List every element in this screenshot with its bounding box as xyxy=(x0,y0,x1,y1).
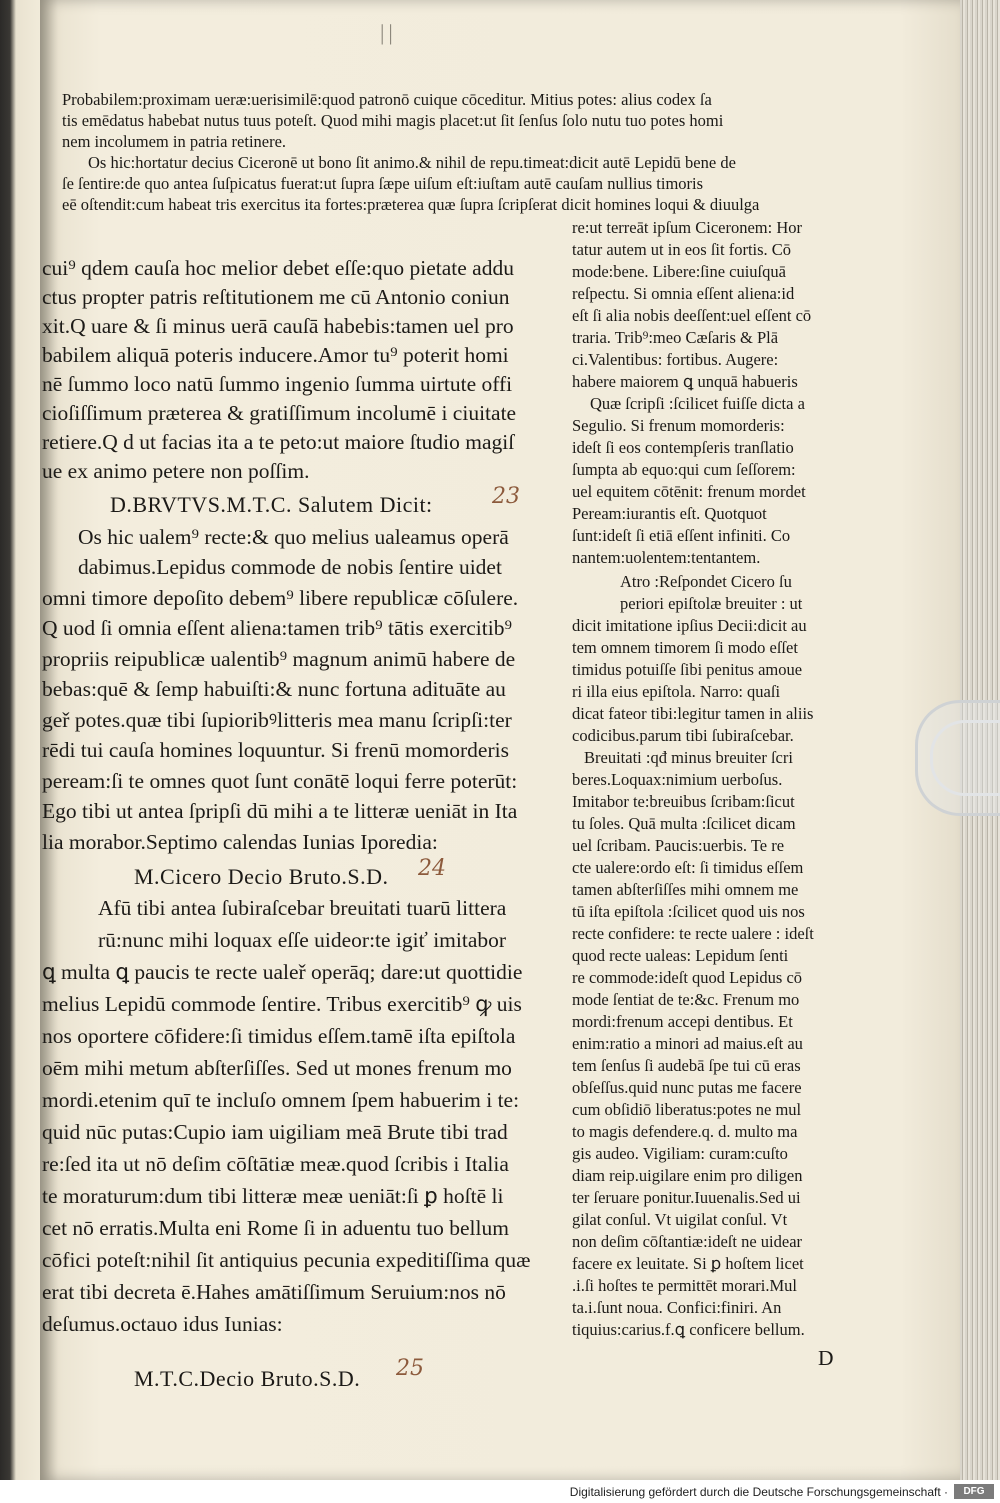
letter-heading: M.Cicero Decio Bruto.S.D. xyxy=(134,864,389,889)
commentary-side-line: codicibus.parum tibi ſubiraſcebar. xyxy=(572,726,794,745)
commentary-side-line: nantem:uolentem:tentantem. xyxy=(572,548,761,567)
commentary-side-line: non deſim cōſtantiæ:ideſt ne uidear xyxy=(572,1232,803,1251)
commentary-side-line: habere maiorem ꝗ unquā habueris xyxy=(572,372,798,391)
main-text-line: deſumus.octauo idus Iunias: xyxy=(42,1312,283,1336)
main-text-line: omni timore depoſito debem⁹ libere republicæ cōſulere. xyxy=(42,586,519,610)
commentary-side-line: gilat conſul. Vt uigilat conſul. Vt xyxy=(572,1210,788,1229)
commentary-side-line: mordi:frenum accepi dentibus. Et xyxy=(572,1012,793,1031)
commentary-side-line: dicat fateor tibi:legitur tamen in aliis xyxy=(572,704,814,723)
main-text-line: Q uod ſi omnia eſſent aliena:tamen trib⁹ tātis exercitib⁹ xyxy=(42,616,512,640)
main-text-line: rēdi tui cauſa homines loquuntur. Si frenū momorderis xyxy=(42,738,509,762)
commentary-side-line: tatur autem ut in eos ſit fortis. Cō xyxy=(572,240,792,259)
commentary-side-line: beres.Loquax:nimium uerboſus. xyxy=(572,770,783,789)
main-text-line: Ego tibi ut antea ſpripſi dū mihi a te litteræ ueniāt in Ita xyxy=(42,799,518,823)
signature-mark: D xyxy=(818,1346,834,1370)
main-text-line: oēm mihi metum abſterſiſſes. Sed ut mones frenum mo xyxy=(42,1056,512,1080)
commentary-side-line: obſeſſus.quid nunc putas me facere xyxy=(572,1078,802,1097)
main-text-line: cet nō erratis.Multa eni Rome ſi in aduentu tuo bellum xyxy=(42,1216,509,1240)
main-text-line: Afū tibi antea ſubiraſcebar breuitati tuarū littera xyxy=(98,896,507,920)
commentary-side-line: ter ſeruare ponitur.Iuuenalis.Sed ui xyxy=(572,1188,801,1207)
commentary-top-line: Os hic:hortatur decius Ciceronē ut bono ſit animo.& nihil de repu.timeat:dicit autē Lepidū bene de xyxy=(88,153,736,172)
commentary-side-line: traria. Trib⁹:meo Cæſaris & Plā xyxy=(572,328,779,347)
main-text-line: cui⁹ qdem cauſa hoc melior debet eſſe:quo pietate addu xyxy=(42,256,514,280)
commentary-side-line: Quæ ſcripſi :ſcilicet fuiſſe dicta a xyxy=(590,394,805,413)
commentary-side-line: facere ex leuitate. Si ꝑ hoſtem licet xyxy=(572,1254,804,1273)
main-text-line: re:ſed ita ut nō deſim cōſtātiæ meæ.quod ſcribis i Italia xyxy=(42,1152,509,1176)
commentary-side-line: Peream:iurantis eſt. Quotquot xyxy=(572,504,767,523)
main-text-line: Os hic ualem⁹ recte:& quo melius ualeamus operā xyxy=(78,525,509,549)
commentary-side-line: re:ut terreāt ipſum Ciceronem: Hor xyxy=(572,218,803,237)
commentary-side-line: mode ſentiat de te:&c. Frenum mo xyxy=(572,990,800,1009)
main-text-line: nē ſummo loco natū ſummo ingenio ſumma uirtute offi xyxy=(42,372,513,396)
handwritten-number: 24 xyxy=(418,856,446,881)
commentary-side-line: tem omnem timorem ſi modo eſſet xyxy=(572,638,798,657)
main-text-line: dabimus.Lepidus commode de nobis ſentire uidet xyxy=(78,555,502,579)
main-text-line: ctus propter patris reſtitutionem me cū Antonio coniun xyxy=(42,285,510,309)
main-text-line: retiere.Q d ut facias ita a te peto:ut maiore ſtudio magiſ xyxy=(42,430,515,454)
commentary-side-line: mode:bene. Libere:ſine cuiuſquā xyxy=(572,262,786,281)
commentary-side-line: tem ſenſus ſi audebā ſpe tui cū eras xyxy=(572,1056,801,1075)
main-text-line: erat tibi decreta ē.Hahes amātiſſimum Seruium:nos nō xyxy=(42,1280,506,1304)
main-text-line: nos oportere cōfidere:ſi timidus eſſem.tamē iſta epiſtola xyxy=(42,1024,516,1048)
commentary-top-line: eē oſtendit:cum habeat tris exercitus ita fortes:præterea quæ ſupra ſcripſerat dicit homines loqui & diuulga xyxy=(62,195,760,214)
commentary-side-line: timidus potuiſſe ſibi penitus amoue xyxy=(572,660,803,679)
commentary-side-line: quod recte ualeas: Lepidum ſenti xyxy=(572,946,789,965)
commentary-side-line: tu ſoles. Quā multa :ſcilicet dicam xyxy=(572,814,796,833)
letter-heading: D.BRVTVS.M.T.C. Salutem Dicit: xyxy=(110,492,433,517)
main-text-line: cioſiſſimum præterea & gratiſſimum incolumē i ciuitate xyxy=(42,401,517,425)
commentary-side-line: Atro :Reſpondet Cicero ſu xyxy=(620,572,792,591)
main-text-line: geř potes.quæ tibi ſupioribꝰlitteris mea manu ſcripſi:ter xyxy=(42,708,512,732)
commentary-side-line: Breuitati :qđ minus breuiter ſcri xyxy=(584,748,793,767)
commentary-side-line: diam reip.uigilare enim pro diligen xyxy=(572,1166,803,1185)
commentary-side-line: ci.Valentibus: fortibus. Augere: xyxy=(572,350,779,369)
main-text-line: bebas:quē & ſemp habuiſti:& nunc fortuna adituāte au xyxy=(42,677,506,701)
funding-notice: Digitalisierung gefördert durch die Deutsche Forschungsgemeinschaft · xyxy=(569,1485,948,1499)
dfg-logo: DFG xyxy=(954,1484,994,1499)
main-text-line: rū:nunc mihi loquax eſſe uideor:te igiť imitabor xyxy=(98,928,507,952)
page-clip-inner xyxy=(930,720,1000,796)
letter-heading: M.T.C.Decio Bruto.S.D. xyxy=(134,1366,361,1391)
commentary-top-line: Probabilem:proximam ueræ:uerisimilē:quod patronō cuique cōceditur. Mitius potes: alius codex ſa xyxy=(62,90,712,109)
commentary-side-line: enim:ratio a minori ad maius.eſt au xyxy=(572,1034,803,1053)
commentary-side-line: eſt ſi alia nobis deeſſent:uel eſſent cō xyxy=(572,306,812,325)
main-text-line: mordi.etenim quī te incluſo omnem ſpem habuerim i te: xyxy=(42,1088,520,1112)
main-text-line: xit.Q uare & ſi minus uerā cauſā habebis:tamen uel pro xyxy=(42,314,514,338)
commentary-side-line: ta.i.ſunt noua. Confici:finiri. An xyxy=(572,1298,782,1317)
commentary-top-line: ſe ſentire:de quo antea ſuſpicatus fuerat:ut ſupra ſæpe uiſum eſt:iuſtam autē cauſam nullius timoris xyxy=(62,174,704,193)
commentary-side-line: Segulio. Si frenum momorderis: xyxy=(572,416,785,435)
commentary-side-line: ſunt:ideſt ſi etiā eſſent infiniti. Co xyxy=(572,526,791,545)
commentary-top-line: nem incolumem in patria retinere. xyxy=(62,132,287,151)
commentary-side-line: gis audeo. Vigiliam: curam:cuſto xyxy=(572,1144,788,1163)
main-text-line: ue ex animo petere non poſſim. xyxy=(42,459,310,483)
commentary-side-line: tū iſta epiſtola :ſcilicet quod uis nos xyxy=(572,902,805,921)
footer-bar xyxy=(0,1480,1000,1503)
commentary-side-line: to magis defendere.q. d. multo ma xyxy=(572,1122,798,1141)
handwritten-number: 23 xyxy=(492,484,520,509)
commentary-side-line: reſpectu. Si omnia eſſent aliena:id xyxy=(572,284,795,303)
main-text-line: quid nūc putas:Cupio iam uigiliam meā Brute tibi trad xyxy=(42,1120,508,1144)
commentary-side-line: uel equitem cōtēnit: frenum mordet xyxy=(572,482,806,501)
printed-mark: || xyxy=(380,20,397,45)
main-text-line: melius Lepidū commode ſentire. Tribus exercitib⁹ ꝙ uis xyxy=(42,992,522,1016)
commentary-top-line: tis emēdatus habebat nutus tuus poteſt. Quod mihi magis placet:ut ſit ſenſus ſolo nutu tuo potes homi xyxy=(62,111,724,130)
commentary-side-line: .i.ſi hoſtes te permittēt morari.Mul xyxy=(572,1276,797,1295)
commentary-side-line: cte ualere:ordo eſt: ſi timidus eſſem xyxy=(572,858,804,877)
commentary-side-line: ri illa eius epiſtola. Narro: quaſi xyxy=(572,682,781,701)
commentary-side-line: cum obſidiō liberatus:potes ne mul xyxy=(572,1100,802,1119)
handwritten-number: 25 xyxy=(396,1356,424,1381)
commentary-side-line: tiquius:carius.f.ꝗ conficere bellum. xyxy=(572,1320,805,1339)
main-text-line: cōfici poteſt:nihil ſit antiquius pecunia expeditiſſima quæ xyxy=(42,1248,531,1272)
main-text-line: te moraturum:dum tibi litteræ meæ ueniāt:ſi ꝑ hoſtē li xyxy=(42,1184,504,1208)
main-text-line: ꝗ multa ꝗ paucis te recte ualeř operāq; dare:ut quottidie xyxy=(42,960,523,984)
commentary-side-line: uel ſcribam. Paucis:uerbis. Te re xyxy=(572,836,785,855)
main-text-line: peream:ſi te omnes quot ſunt conātē loqui ferre poterūt: xyxy=(42,769,518,793)
commentary-side-line: ideſt ſi eos contempſeris tranſlatio xyxy=(572,438,794,457)
commentary-side-line: ſumpta ab equo:qui cum ſeſſorem: xyxy=(572,460,796,479)
main-text-line: lia morabor.Septimo calendas Iunias Iporedia: xyxy=(42,830,438,854)
main-text-line: babilem aliquā poteris inducere.Amor tu⁹ poterit homi xyxy=(42,343,509,367)
main-text-line: propriis reipublicæ ualentib⁹ magnum animū habere de xyxy=(42,647,516,671)
commentary-side-line: Imitabor te:breuibus ſcribam:ſicut xyxy=(572,792,795,811)
commentary-side-line: recte confidere: te recte ualere : ideſt xyxy=(572,924,814,943)
commentary-side-line: re commode:ideſt quod Lepidus cō xyxy=(572,968,803,987)
commentary-side-line: dicit imitatione ipſius Decii:dicit au xyxy=(572,616,807,635)
commentary-side-line: tamen abſterſiſſes mihi omnem me xyxy=(572,880,799,899)
commentary-side-line: periori epiſtolæ breuiter : ut xyxy=(620,594,803,613)
